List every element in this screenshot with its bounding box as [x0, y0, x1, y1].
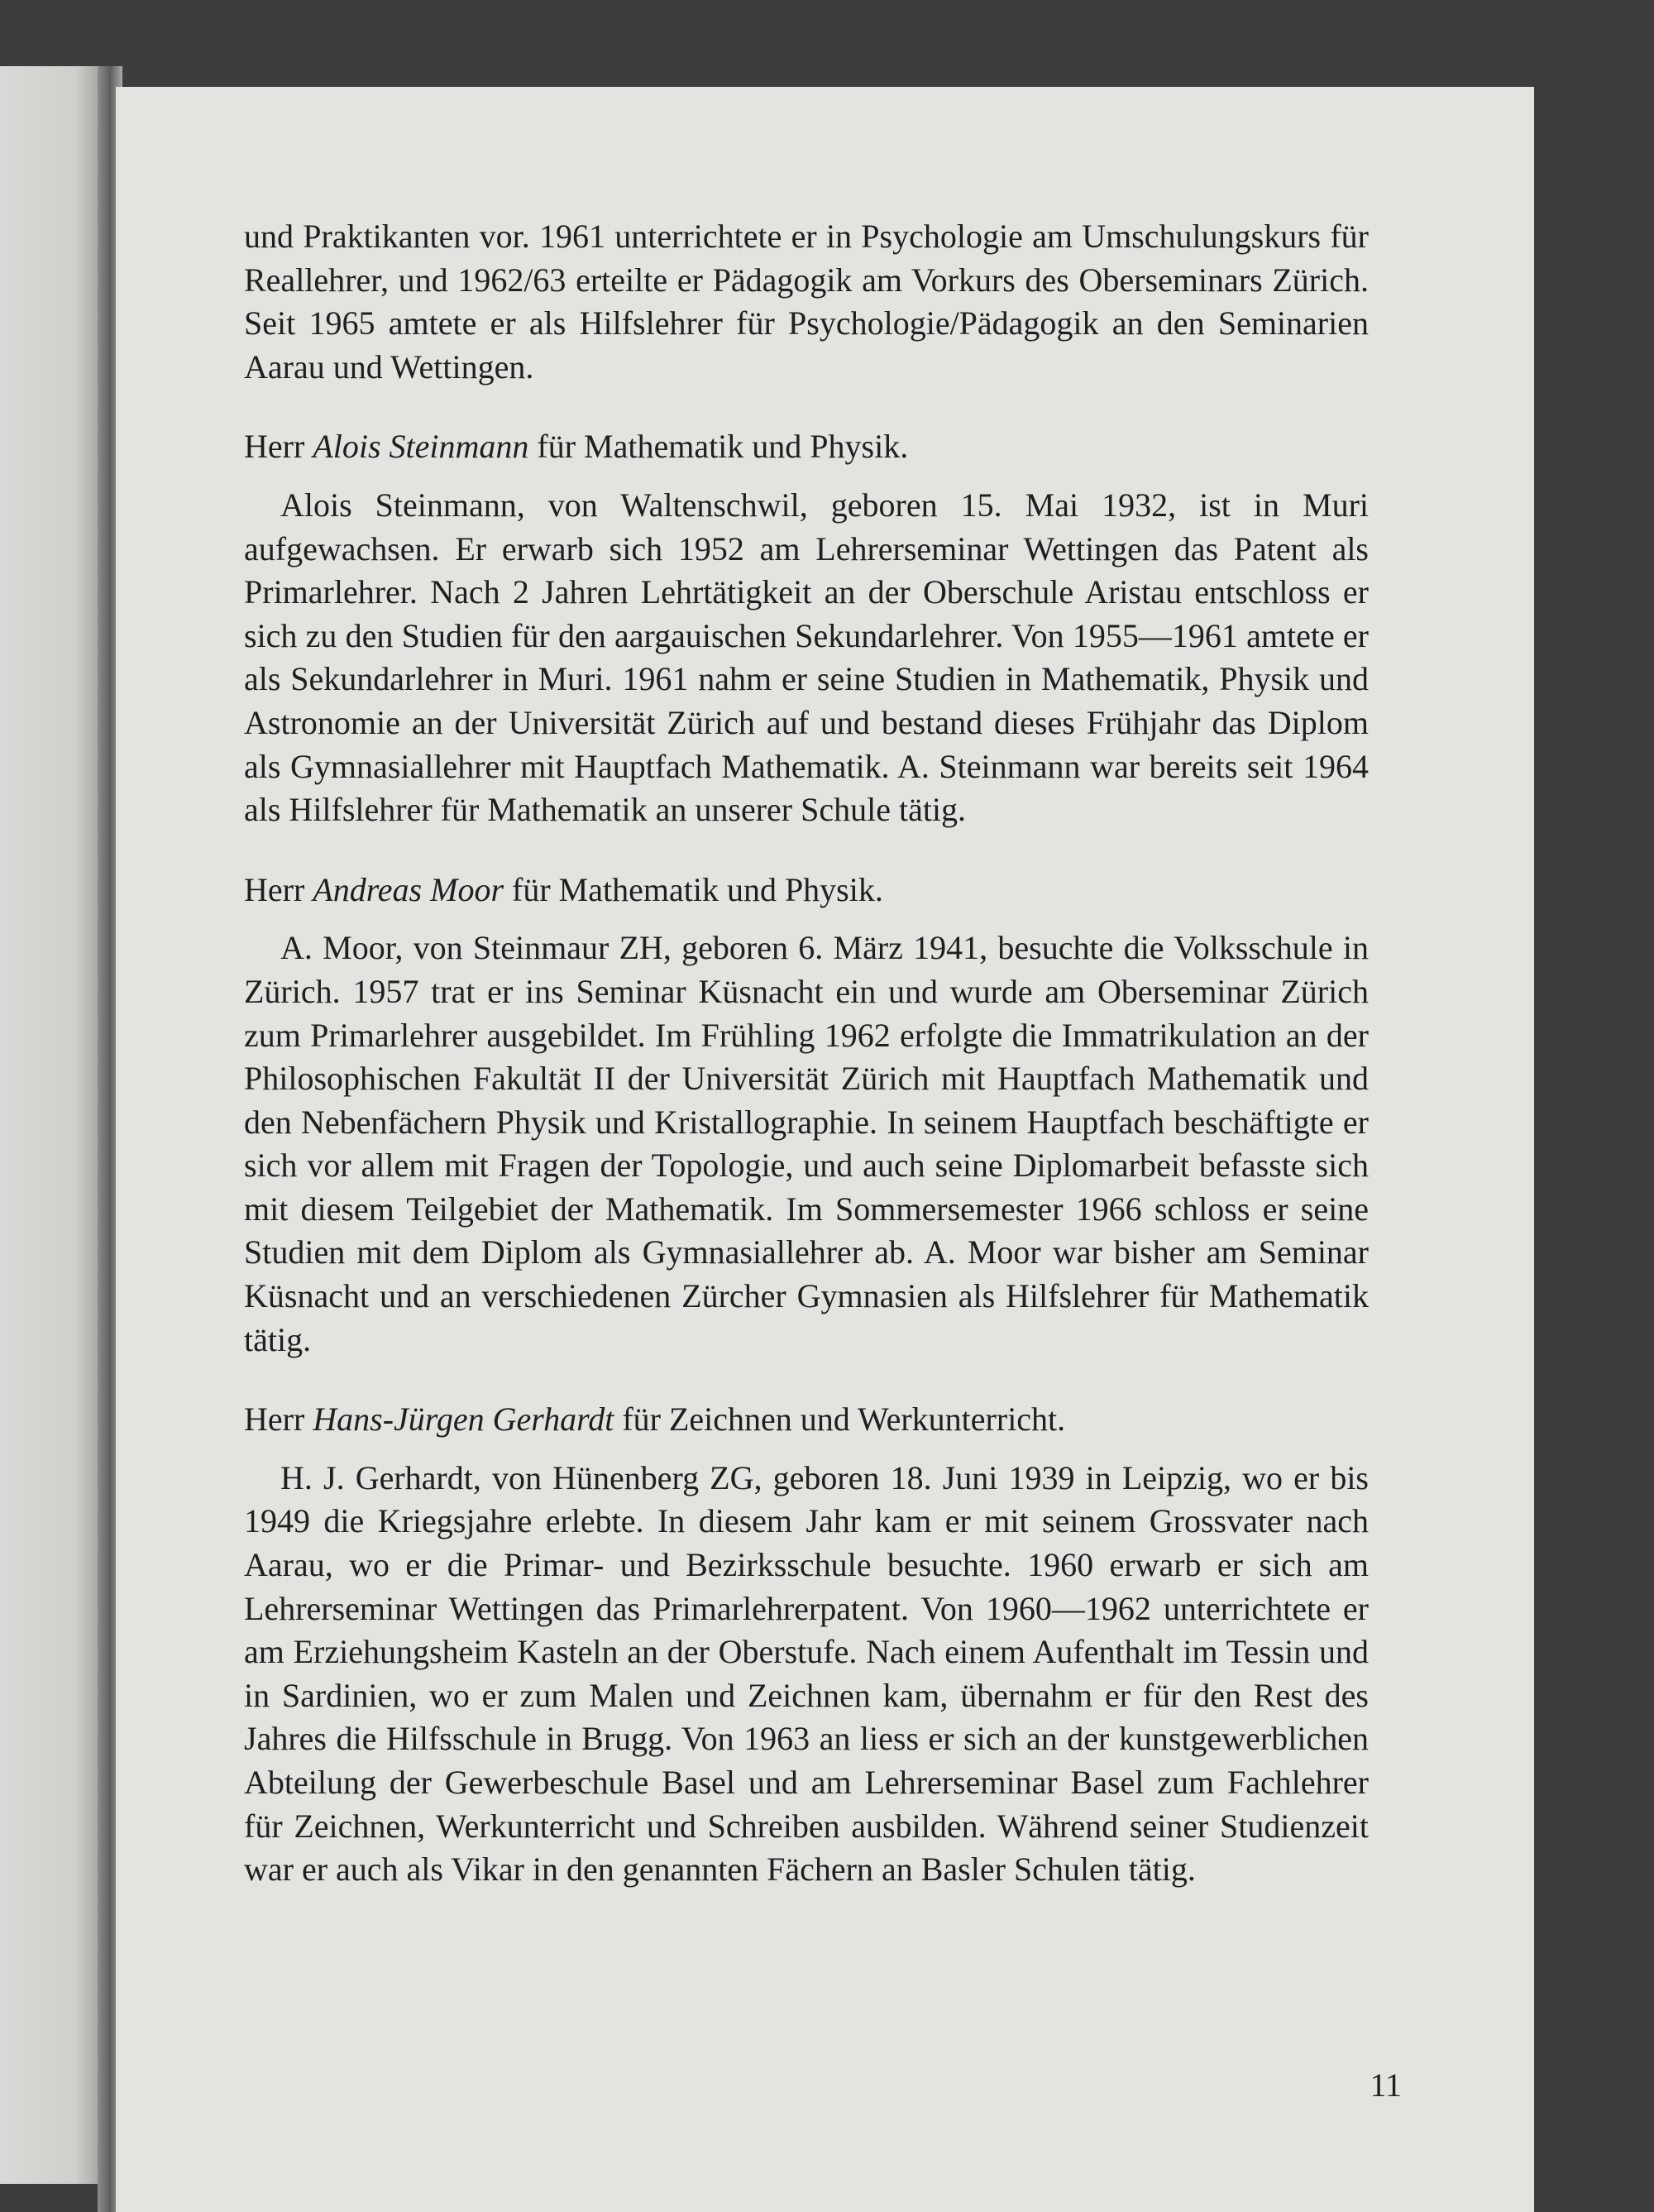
section-body-gerhardt: H. J. Gerhardt, von Hünenberg ZG, geboren 18. Juni 1939 in Leipzig, wo er bis 1949 die Kriegsjahre erlebte. In diesem Jahr kam er mit seinem Grossvater nach Aarau, wo er die Primar- und Bezirksschule besuchte. 1960 erwarb er sich am Lehrerseminar Wettingen das Primarlehrerpatent. Von 1960—1962 unterrichtete er am Erziehungsheim Kasteln an der Oberstufe. Nach einem Aufenthalt im Tessin und in Sardinien, wo er zum Malen und Zeichnen kam, übernahm er für den Rest des Jahres die Hilfsschule in Brugg. Von 1963 an liess er sich an der kunstgewerblichen Abteilung der Gewerbeschule Basel und am Lehrerseminar Basel zum Fachlehrer für Zeichnen, Werkunterricht und Schreiben ausbilden. Während seiner Studienzeit war er auch als Vikar in den genannten Fächern an Basler Schulen tätig.	[244, 1458, 1369, 1889]
person-name: Alois Steinmann	[313, 428, 529, 466]
section-body-steinmann: Alois Steinmann, von Waltenschwil, geboren 15. Mai 1932, ist in Muri aufgewachsen. Er erwarb sich 1952 am Lehrerseminar Wettingen das Patent als Primarlehrer. Nach 2 Jahren Lehrtätigkeit an der Oberschule Aristau entschloss er sich zu den Studien für den aargauischen Sekundarlehrer. Von 1955—1961 amtete er als Sekundarlehrer in Muri. 1961 nahm er seine Studien in Mathematik, Physik und Astronomie an der Universität Zürich auf und bestand dieses Frühjahr das Diplom als Gymnasiallehrer mit Hauptfach Mathematik. A. Steinmann war bereits seit 1964 als Hilfslehrer für Mathematik an unserer Schule tätig.	[244, 486, 1369, 829]
facing-page-edge	[0, 66, 108, 2184]
section-body-moor: A. Moor, von Steinmaur ZH, geboren 6. März 1941, besuchte die Volksschule in Zürich. 1957 trat er ins Seminar Küsnacht ein und wurde am Oberseminar Zürich zum Primarlehrer ausgebildet. Im Frühling 1962 erfolgte die Immatrikulation an der Philosophischen Fakultät II der Universität Zürich mit Hauptfach Mathematik und den Nebenfächern Physik und Kristallographie. In seinem Hauptfach beschäftigte er sich vor allem mit Fragen der Topologie, und auch seine Diplomarbeit befasste sich mit diesem Teilgebiet der Mathematik. Im Sommersemester 1966 schloss er seine Studien mit dem Diplom als Gymnasiallehrer ab. A. Moor war bisher am Seminar Küsnacht und an verschiedenen Zürcher Gymnasien als Hilfslehrer für Mathematik tätig.	[244, 929, 1369, 1358]
section-heading-gerhardt: Herr Hans-Jürgen Gerhardt für Zeichnen und Werkunterricht.	[244, 1400, 1066, 1439]
document-page	[116, 87, 1534, 2212]
person-name: Andreas Moor	[313, 870, 504, 908]
page-number: 11	[1370, 2066, 1402, 2104]
person-name: Hans-Jürgen Gerhardt	[313, 1400, 614, 1439]
section-heading-steinmann: Herr Alois Steinmann für Mathematik und Physik.	[244, 428, 909, 466]
intro-paragraph: und Praktikanten vor. 1961 unterrichtete er in Psychologie am Umschulungskurs für Reallehrer, und 1962/63 erteilte er Pädagogik am Vorkurs des Oberseminars Zürich. Seit 1965 amtete er als Hilfslehrer für Psychologie/Pädagogik an den Seminarien Aarau und Wettingen.	[244, 218, 1369, 385]
section-heading-moor: Herr Andreas Moor für Mathematik und Physik.	[244, 870, 883, 908]
page-content	[244, 215, 1369, 1892]
